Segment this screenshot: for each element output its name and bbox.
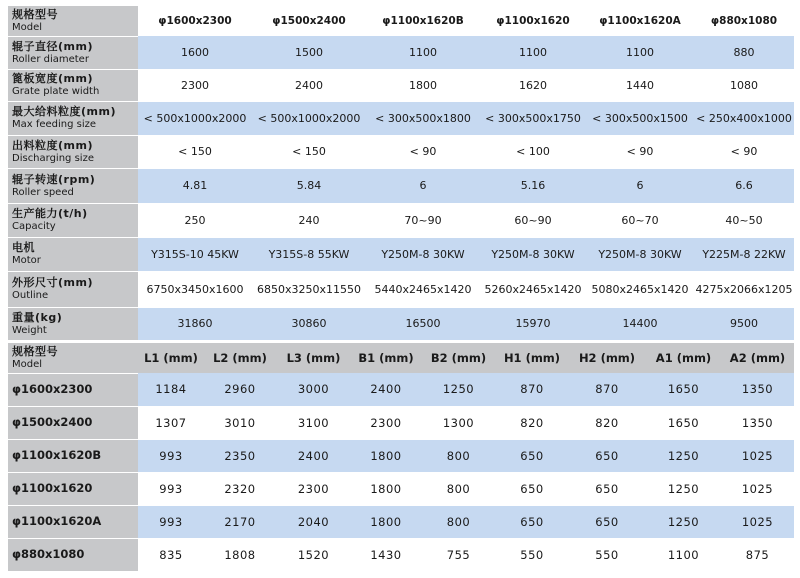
spec-cell: 40~50 xyxy=(694,203,794,237)
spec-cell: 9500 xyxy=(694,307,794,340)
dim-row xyxy=(8,439,794,472)
dim-row-model: φ1600x2300 xyxy=(8,373,138,406)
dim-cell: 3100 xyxy=(276,406,351,439)
spec-cell: 6.6 xyxy=(694,168,794,203)
spec-row-label xyxy=(8,168,138,203)
spec-cell: 1600 xyxy=(138,36,252,69)
spec-cell: 4275x2066x1205 xyxy=(694,271,794,307)
spec-row xyxy=(8,271,794,307)
dim-column-header: H1 (mm) xyxy=(496,343,568,373)
dim-cell: 550 xyxy=(568,538,646,571)
dim-cell: 1250 xyxy=(421,373,496,406)
dim-cell: 2300 xyxy=(351,406,421,439)
dim-column-header: A1 (mm) xyxy=(646,343,721,373)
dim-cell: 1250 xyxy=(646,505,721,538)
dim-model-label-en: Model xyxy=(12,358,43,370)
spec-cell: 2300 xyxy=(138,69,252,101)
dim-column-header: L2 (mm) xyxy=(204,343,276,373)
dim-cell: 2040 xyxy=(276,505,351,538)
dim-cell: 820 xyxy=(496,406,568,439)
dim-cell: 800 xyxy=(421,439,496,472)
spec-row-label-cn: 篦板宽度(mm) xyxy=(12,72,93,85)
spec-cell: 1100 xyxy=(586,36,694,69)
spec-cell: 6850x3250x11550 xyxy=(252,271,366,307)
spec-cell: 5440x2465x1420 xyxy=(366,271,480,307)
spec-row-label xyxy=(8,237,138,271)
dim-row xyxy=(8,538,794,571)
spec-cell: 880 xyxy=(694,36,794,69)
dim-model-label xyxy=(8,343,138,373)
spec-cell: < 100 xyxy=(480,135,586,168)
dim-column-header: L3 (mm) xyxy=(276,343,351,373)
dim-row xyxy=(8,505,794,538)
dim-cell: 755 xyxy=(421,538,496,571)
dim-row-model: φ880x1080 xyxy=(8,538,138,571)
dim-cell: 2300 xyxy=(276,472,351,505)
spec-row-label-en: Discharging size xyxy=(12,152,94,164)
dim-cell: 650 xyxy=(568,439,646,472)
spec-header-row xyxy=(8,6,794,36)
spec-row-label-cn: 最大给料粒度(mm) xyxy=(12,105,116,118)
spec-cell: < 90 xyxy=(586,135,694,168)
spec-cell: 1100 xyxy=(366,36,480,69)
spec-row-label-cn: 电机 xyxy=(12,241,35,254)
dim-cell: 993 xyxy=(138,439,204,472)
spec-cell: Y250M-8 30KW xyxy=(480,237,586,271)
dim-cell: 650 xyxy=(496,439,568,472)
spec-row-label-en: Capacity xyxy=(12,221,56,232)
spec-row-label-cn: 外形尺寸(mm) xyxy=(12,276,93,289)
spec-row-label xyxy=(8,36,138,69)
dim-cell: 1025 xyxy=(721,505,794,538)
spec-cell: < 250x400x1000 xyxy=(694,101,794,135)
spec-row-label-cn: 辊子转速(rpm) xyxy=(12,172,96,186)
spec-cell: 5.16 xyxy=(480,168,586,203)
spec-cell: < 300x500x1500 xyxy=(586,101,694,135)
model-header: φ1500x2400 xyxy=(252,6,366,36)
spec-row-label-en: Outline xyxy=(12,290,49,301)
spec-row xyxy=(8,203,794,237)
dim-cell: 1350 xyxy=(721,406,794,439)
dim-row xyxy=(8,472,794,505)
spec-cell: 240 xyxy=(252,203,366,237)
dim-cell: 2350 xyxy=(204,439,276,472)
dim-cell: 1650 xyxy=(646,373,721,406)
dim-row xyxy=(8,373,794,406)
dim-column-header: L1 (mm) xyxy=(138,343,204,373)
spec-row xyxy=(8,101,794,135)
dim-cell: 1350 xyxy=(721,373,794,406)
model-header: φ1100x1620B xyxy=(366,6,480,36)
spec-cell: Y225M-8 22KW xyxy=(694,237,794,271)
model-label xyxy=(8,6,138,36)
dim-column-header: B2 (mm) xyxy=(421,343,496,373)
spec-cell: 14400 xyxy=(586,307,694,340)
dimension-table xyxy=(8,343,794,572)
spec-row xyxy=(8,237,794,271)
spec-cell: 1620 xyxy=(480,69,586,101)
model-header: φ1100x1620A xyxy=(586,6,694,36)
spec-row-label-en: Grate plate width xyxy=(12,86,100,97)
model-label-cn: 规格型号 xyxy=(12,7,58,21)
spec-row xyxy=(8,36,794,69)
spec-row-label xyxy=(8,203,138,237)
spec-row-label-cn: 出料粒度(mm) xyxy=(12,138,93,152)
dim-row-model: φ1100x1620B xyxy=(8,439,138,472)
spec-cell: Y315S-10 45KW xyxy=(138,237,252,271)
dim-cell: 1025 xyxy=(721,439,794,472)
dim-cell: 1808 xyxy=(204,538,276,571)
spec-cell: < 90 xyxy=(694,135,794,168)
dim-cell: 2320 xyxy=(204,472,276,505)
dim-cell: 2170 xyxy=(204,505,276,538)
dim-cell: 875 xyxy=(721,538,794,571)
dim-cell: 650 xyxy=(568,505,646,538)
dim-header-row xyxy=(8,343,794,373)
dim-cell: 650 xyxy=(496,505,568,538)
spec-cell: 1800 xyxy=(366,69,480,101)
dim-cell: 993 xyxy=(138,505,204,538)
dim-cell: 1250 xyxy=(646,439,721,472)
spec-row xyxy=(8,307,794,340)
dim-row xyxy=(8,406,794,439)
spec-cell: 5.84 xyxy=(252,168,366,203)
spec-cell: 1440 xyxy=(586,69,694,101)
dim-column-header: A2 (mm) xyxy=(721,343,794,373)
dim-cell: 1250 xyxy=(646,472,721,505)
dim-cell: 1184 xyxy=(138,373,204,406)
dim-cell: 650 xyxy=(568,472,646,505)
spec-cell: < 500x1000x2000 xyxy=(252,101,366,135)
spec-row-label-en: Weight xyxy=(12,324,47,336)
spec-row-label xyxy=(8,135,138,168)
spec-cell: 16500 xyxy=(366,307,480,340)
dim-row-model: φ1100x1620A xyxy=(8,505,138,538)
spec-cell: < 150 xyxy=(138,135,252,168)
dim-cell: 2960 xyxy=(204,373,276,406)
spec-cell: 60~70 xyxy=(586,203,694,237)
spec-cell: Y250M-8 30KW xyxy=(366,237,480,271)
spec-row-label-cn: 辊子直径(mm) xyxy=(12,39,93,53)
dim-model-label-cn: 规格型号 xyxy=(12,344,58,358)
spec-cell: 70~90 xyxy=(366,203,480,237)
spec-cell: 4.81 xyxy=(138,168,252,203)
spec-row-label-en: Roller speed xyxy=(12,186,74,198)
dim-cell: 1300 xyxy=(421,406,496,439)
spec-row-label-cn: 生产能力(t/h) xyxy=(12,207,88,220)
spec-row-label-en: Motor xyxy=(12,255,41,266)
dim-cell: 820 xyxy=(568,406,646,439)
dim-cell: 2400 xyxy=(276,439,351,472)
model-label-en: Model xyxy=(12,21,43,33)
spec-row-label xyxy=(8,307,138,340)
spec-cell: < 90 xyxy=(366,135,480,168)
spec-cell: 1100 xyxy=(480,36,586,69)
spec-cell: < 300x500x1750 xyxy=(480,101,586,135)
spec-cell: 31860 xyxy=(138,307,252,340)
dim-cell: 1100 xyxy=(646,538,721,571)
dim-cell: 993 xyxy=(138,472,204,505)
dim-column-header: H2 (mm) xyxy=(568,343,646,373)
spec-cell: 5080x2465x1420 xyxy=(586,271,694,307)
spec-cell: 2400 xyxy=(252,69,366,101)
dim-cell: 1307 xyxy=(138,406,204,439)
dim-column-header: B1 (mm) xyxy=(351,343,421,373)
spec-cell: 6750x3450x1600 xyxy=(138,271,252,307)
dim-cell: 2400 xyxy=(351,373,421,406)
spec-row-label-cn: 重量(kg) xyxy=(12,310,63,324)
dim-cell: 1025 xyxy=(721,472,794,505)
spec-row xyxy=(8,69,794,101)
model-header: φ1600x2300 xyxy=(138,6,252,36)
model-header: φ880x1080 xyxy=(694,6,794,36)
spec-cell: 30860 xyxy=(252,307,366,340)
spec-cell: < 500x1000x2000 xyxy=(138,101,252,135)
spec-row-label-en: Max feeding size xyxy=(12,119,97,130)
dim-row-model: φ1500x2400 xyxy=(8,406,138,439)
spec-cell: 60~90 xyxy=(480,203,586,237)
spec-cell: 1080 xyxy=(694,69,794,101)
spec-row xyxy=(8,135,794,168)
dim-cell: 870 xyxy=(568,373,646,406)
dim-cell: 800 xyxy=(421,505,496,538)
spec-cell: 6 xyxy=(586,168,694,203)
dim-cell: 650 xyxy=(496,472,568,505)
dim-cell: 870 xyxy=(496,373,568,406)
dim-cell: 1520 xyxy=(276,538,351,571)
dim-cell: 800 xyxy=(421,472,496,505)
dim-cell: 550 xyxy=(496,538,568,571)
spec-cell: 6 xyxy=(366,168,480,203)
spec-row-label-en: Roller diameter xyxy=(12,53,89,65)
dim-cell: 3010 xyxy=(204,406,276,439)
spec-cell: 5260x2465x1420 xyxy=(480,271,586,307)
spec-cell: < 150 xyxy=(252,135,366,168)
spec-row-label xyxy=(8,69,138,101)
spec-cell: 1500 xyxy=(252,36,366,69)
dim-cell: 1800 xyxy=(351,439,421,472)
model-header: φ1100x1620 xyxy=(480,6,586,36)
dim-cell: 1800 xyxy=(351,505,421,538)
spec-row xyxy=(8,168,794,203)
dim-cell: 1800 xyxy=(351,472,421,505)
spec-row-label xyxy=(8,101,138,135)
spec-row-label xyxy=(8,271,138,307)
spec-cell: Y315S-8 55KW xyxy=(252,237,366,271)
dim-row-model: φ1100x1620 xyxy=(8,472,138,505)
spec-cell: 15970 xyxy=(480,307,586,340)
dim-cell: 3000 xyxy=(276,373,351,406)
specification-table xyxy=(8,6,794,341)
spec-cell: Y250M-8 30KW xyxy=(586,237,694,271)
spec-cell: 250 xyxy=(138,203,252,237)
dim-cell: 1650 xyxy=(646,406,721,439)
dim-cell: 835 xyxy=(138,538,204,571)
dim-cell: 1430 xyxy=(351,538,421,571)
spec-cell: < 300x500x1800 xyxy=(366,101,480,135)
